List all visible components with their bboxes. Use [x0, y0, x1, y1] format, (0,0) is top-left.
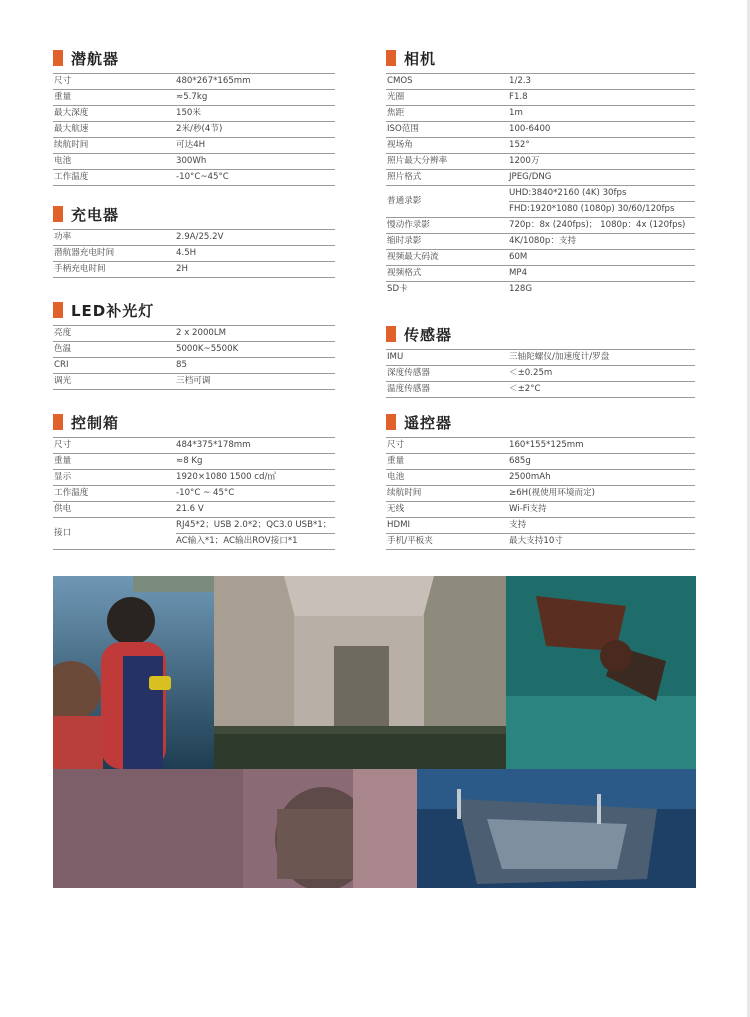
spec-key: SD卡	[387, 284, 408, 294]
section-title: 充电器	[71, 205, 120, 224]
spec-key: 潜航器充电时间	[54, 248, 115, 258]
spec-key: 尺寸	[387, 440, 405, 450]
spec-key: 温度传感器	[387, 384, 430, 394]
spec-table	[53, 73, 335, 186]
spec-value: RJ45*2；USB 2.0*2；QC3.0 USB*1；	[176, 518, 335, 534]
spec-row	[386, 485, 695, 501]
spec-value: FHD:1920*1080 (1080p) 30/60/120fps	[509, 204, 675, 214]
spec-key: CMOS	[387, 76, 413, 86]
spec-row	[53, 229, 335, 245]
spec-value: 60M	[509, 252, 528, 262]
spec-value: 85	[176, 360, 187, 370]
spec-row	[386, 185, 695, 217]
spec-key: 调光	[54, 376, 72, 386]
section-charger	[53, 203, 335, 278]
spec-key: 视场角	[387, 140, 413, 150]
spec-value: 152°	[509, 140, 530, 150]
spec-value: ≥6H(视使用环境而定)	[509, 488, 595, 498]
spec-row	[53, 89, 335, 105]
spec-value: 可达4H	[176, 140, 206, 150]
spec-key: CRI	[54, 360, 69, 370]
spec-value: 720p：8x (240fps)； 1080p：4x (120fps)	[509, 220, 686, 230]
spec-row	[53, 121, 335, 137]
spec-key: 无线	[387, 504, 405, 514]
spec-key: IMU	[387, 352, 404, 362]
spec-row	[53, 325, 335, 341]
photo-dam	[214, 576, 506, 769]
section-title: 传感器	[404, 325, 453, 344]
spec-row	[53, 341, 335, 357]
spec-key: HDMI	[387, 520, 411, 530]
spec-row	[386, 365, 695, 381]
spec-value: UHD:3840*2160 (4K) 30fps	[509, 186, 695, 202]
spec-row	[53, 169, 335, 186]
section-title: 控制箱	[71, 413, 120, 432]
spec-row	[53, 469, 335, 485]
spec-key: ISO范围	[387, 124, 419, 134]
spec-row	[386, 453, 695, 469]
spec-value: 三轴陀螺仪/加速度计/罗盘	[509, 352, 610, 362]
spec-value: -10°C ~ 45°C	[176, 488, 235, 498]
spec-value: 三档可调	[176, 376, 211, 386]
spec-value: ≈5.7kg	[176, 92, 208, 102]
spec-value: JPEG/DNG	[509, 172, 552, 182]
spec-table	[53, 325, 335, 390]
spec-key: 供电	[54, 504, 72, 514]
spec-row	[53, 357, 335, 373]
spec-key: 重量	[54, 456, 72, 466]
spec-row	[386, 121, 695, 137]
spec-row	[53, 261, 335, 278]
spec-key: 手柄充电时间	[54, 264, 106, 274]
section-led	[53, 299, 335, 390]
spec-row	[386, 437, 695, 453]
spec-value: ≈8 Kg	[176, 456, 203, 466]
photo-shipwreck	[417, 769, 696, 888]
spec-row	[386, 73, 695, 89]
spec-row	[53, 517, 335, 550]
section-marker	[53, 206, 63, 222]
spec-key: 电池	[54, 156, 72, 166]
spec-value: 685g	[509, 456, 531, 466]
spec-row	[386, 217, 695, 233]
spec-key: 亮度	[54, 328, 72, 338]
spec-value: 21.6 V	[176, 504, 204, 514]
spec-key: 照片格式	[387, 172, 422, 182]
spec-value: 2.9A/25.2V	[176, 232, 224, 242]
spec-key: 续航时间	[387, 488, 422, 498]
section-sensor	[386, 323, 695, 398]
spec-key: 显示	[54, 472, 72, 482]
section-title: 相机	[404, 49, 437, 68]
photo-propeller	[506, 576, 696, 769]
spec-value: MP4	[509, 268, 528, 278]
spec-row	[386, 517, 695, 533]
spec-key: 重量	[54, 92, 72, 102]
spec-value: 4K/1080p：支持	[509, 236, 577, 246]
spec-value: 1920×1080 1500 cd/㎡	[176, 472, 276, 482]
spec-row	[386, 469, 695, 485]
spec-rows	[386, 73, 695, 185]
spec-value: 484*375*178mm	[176, 440, 251, 450]
spec-value: 100-6400	[509, 124, 551, 134]
spec-value: 支持	[509, 520, 527, 530]
spec-value: F1.8	[509, 92, 528, 102]
spec-value: 1/2.3	[509, 76, 532, 86]
spec-table	[386, 437, 695, 550]
spec-table	[53, 229, 335, 278]
section-title: 潜航器	[71, 49, 120, 68]
spec-value: 4.5H	[176, 248, 197, 258]
spec-value: 1200万	[509, 156, 540, 166]
section-marker	[53, 50, 63, 66]
spec-row	[53, 73, 335, 89]
section-remote	[386, 411, 695, 550]
section-drone	[53, 47, 335, 186]
section-marker	[386, 326, 396, 342]
spec-key: 工作温度	[54, 172, 89, 182]
spec-value: Wi-Fi支持	[509, 504, 547, 514]
spec-row	[386, 265, 695, 281]
section-title: LED补光灯	[71, 301, 155, 320]
spec-key: 尺寸	[54, 440, 72, 450]
spec-row	[386, 249, 695, 265]
spec-row	[53, 245, 335, 261]
spec-key: 照片最大分辨率	[387, 156, 448, 166]
spec-key: 视频格式	[387, 268, 422, 278]
spec-value: 2500mAh	[509, 472, 551, 482]
spec-row	[386, 105, 695, 121]
spec-key: 电池	[387, 472, 405, 482]
spec-value: 5000K~5500K	[176, 344, 239, 354]
spec-value: 2 x 2000LM	[176, 328, 227, 338]
spec-row	[53, 153, 335, 169]
spec-row	[386, 89, 695, 105]
spec-row	[53, 453, 335, 469]
spec-value: 128G	[509, 284, 533, 294]
spec-key: 重量	[387, 456, 405, 466]
spec-table	[386, 73, 695, 297]
spec-key: 接口	[54, 528, 72, 538]
spec-key: 色温	[54, 344, 72, 354]
spec-key: 缩时录影	[387, 236, 422, 246]
spec-key: 尺寸	[54, 76, 72, 86]
spec-key: 光圈	[387, 92, 405, 102]
section-marker	[386, 50, 396, 66]
spec-key: 续航时间	[54, 140, 89, 150]
spec-key: 工作温度	[54, 488, 89, 498]
spec-rows	[53, 437, 335, 517]
spec-value: 160*155*125mm	[509, 440, 584, 450]
photo-operators-lake	[53, 576, 214, 769]
spec-value: 2H	[176, 264, 188, 274]
spec-row	[386, 137, 695, 153]
spec-row	[386, 281, 695, 297]
spec-value: -10°C~45°C	[176, 172, 229, 182]
spec-key: 最大深度	[54, 108, 89, 118]
spec-key: 最大航速	[54, 124, 89, 134]
spec-key: 手机/平板夹	[387, 536, 433, 546]
spec-row	[386, 349, 695, 365]
section-camera	[386, 47, 695, 297]
spec-row	[386, 153, 695, 169]
spec-value: 2米/秒(4节)	[176, 124, 223, 134]
spec-value: ＜±0.25m	[509, 368, 553, 378]
section-control-box	[53, 411, 335, 550]
spec-key: 功率	[54, 232, 72, 242]
spec-value: 150米	[176, 108, 201, 118]
spec-key: 深度传感器	[387, 368, 430, 378]
spec-row	[386, 501, 695, 517]
spec-table	[53, 437, 335, 550]
section-marker	[53, 302, 63, 318]
spec-row	[386, 533, 695, 550]
spec-row	[53, 485, 335, 501]
spec-row	[386, 169, 695, 185]
photo-underwater-cage	[53, 769, 417, 888]
spec-row	[386, 381, 695, 398]
spec-rows	[386, 217, 695, 297]
spec-value: 480*267*165mm	[176, 76, 251, 86]
spec-row	[386, 233, 695, 249]
spec-row	[53, 437, 335, 453]
spec-row	[53, 373, 335, 390]
section-title: 遥控器	[404, 413, 453, 432]
spec-row	[53, 105, 335, 121]
section-marker	[386, 414, 396, 430]
section-marker	[53, 414, 63, 430]
spec-row	[53, 137, 335, 153]
spec-key: 普通录影	[387, 196, 422, 206]
spec-value: AC输入*1；AC输出ROV接口*1	[176, 536, 298, 546]
spec-table	[386, 349, 695, 398]
spec-row	[53, 501, 335, 517]
spec-key: 慢动作录影	[387, 220, 430, 230]
spec-value: 1m	[509, 108, 523, 118]
spec-value: ＜±2°C	[509, 384, 541, 394]
spec-value: 最大支持10寸	[509, 536, 563, 546]
spec-value: 300Wh	[176, 156, 207, 166]
spec-key: 视频最大码流	[387, 252, 439, 262]
spec-key: 焦距	[387, 108, 405, 118]
